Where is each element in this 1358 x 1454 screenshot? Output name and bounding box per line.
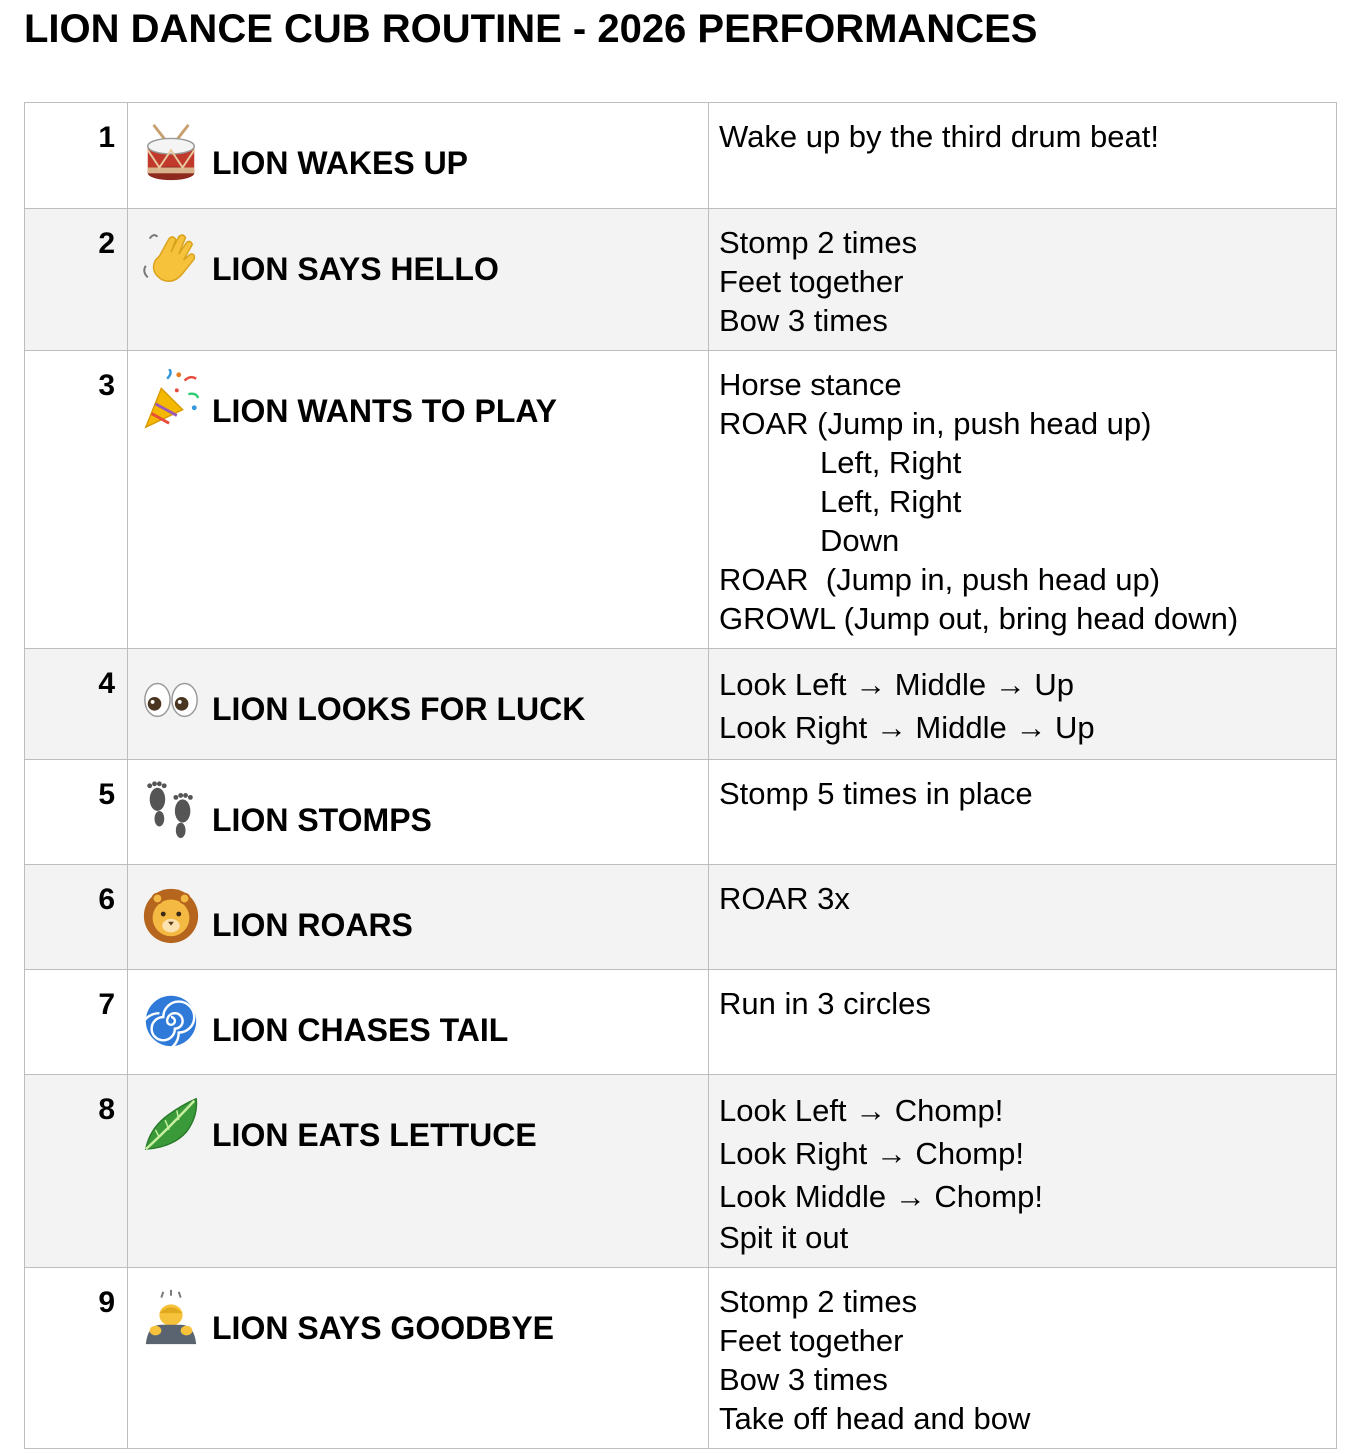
step-number: 8: [25, 1075, 128, 1268]
table-row: [25, 1075, 1337, 1268]
step-title: LION WAKES UP: [212, 145, 469, 181]
step-title: LION SAYS HELLO: [212, 251, 499, 287]
step-title: LION WANTS TO PLAY: [212, 393, 557, 429]
step-number: 4: [25, 649, 128, 760]
step-instructions: Wake up by the third drum beat!: [709, 103, 1337, 209]
table-row: [25, 351, 1337, 649]
page-title: LION DANCE CUB ROUTINE - 2026 PERFORMANCES: [24, 7, 1038, 51]
table-row: [25, 1268, 1337, 1449]
step-number: 5: [25, 760, 128, 865]
person-bowing-icon: [140, 1286, 202, 1348]
step-title: LION SAYS GOODBYE: [212, 1310, 554, 1346]
step-instructions: Run in 3 circles: [709, 970, 1337, 1075]
drum-icon: [140, 121, 202, 183]
step-instructions: Stomp 2 times Feet together Bow 3 times Take off head and bow: [709, 1268, 1337, 1449]
leafy-green-icon: [140, 1093, 202, 1155]
step-instructions: Stomp 5 times in place: [709, 760, 1337, 865]
step-title: LION CHASES TAIL: [212, 1012, 509, 1048]
lion-face-icon: [140, 883, 202, 945]
step-number: 9: [25, 1268, 128, 1449]
party-popper-icon: [140, 369, 202, 431]
footprints-icon: [140, 778, 202, 840]
step-instructions: Stomp 2 times Feet together Bow 3 times: [709, 209, 1337, 351]
step-instructions: Look Left → Chomp! Look Right → Chomp! Look Middle → Chomp! Spit it out: [709, 1075, 1337, 1268]
table-row: [25, 760, 1337, 865]
eyes-icon: [140, 667, 202, 729]
step-instructions: ROAR 3x: [709, 865, 1337, 970]
step-number: 7: [25, 970, 128, 1075]
table-row: [25, 865, 1337, 970]
cyclone-icon: [140, 988, 202, 1050]
routine-table: [24, 102, 1337, 1449]
step-instructions: Look Left → Middle → Up Look Right → Middle → Up: [709, 649, 1337, 760]
table-row: [25, 649, 1337, 760]
step-title: LION STOMPS: [212, 802, 432, 838]
step-title: LION ROARS: [212, 907, 413, 943]
waving-hand-icon: [140, 227, 202, 289]
table-row: [25, 970, 1337, 1075]
step-instructions: Horse stance ROAR (Jump in, push head up) Left, Right Left, Right Down ROAR (Jump in, push head up) GROWL (Jump out, bring head down): [709, 351, 1337, 649]
step-title: LION EATS LETTUCE: [212, 1117, 537, 1153]
step-number: 1: [25, 103, 128, 209]
table-row: [25, 103, 1337, 209]
step-number: 2: [25, 209, 128, 351]
step-number: 3: [25, 351, 128, 649]
table-row: [25, 209, 1337, 351]
step-title: LION LOOKS FOR LUCK: [212, 691, 586, 727]
step-number: 6: [25, 865, 128, 970]
